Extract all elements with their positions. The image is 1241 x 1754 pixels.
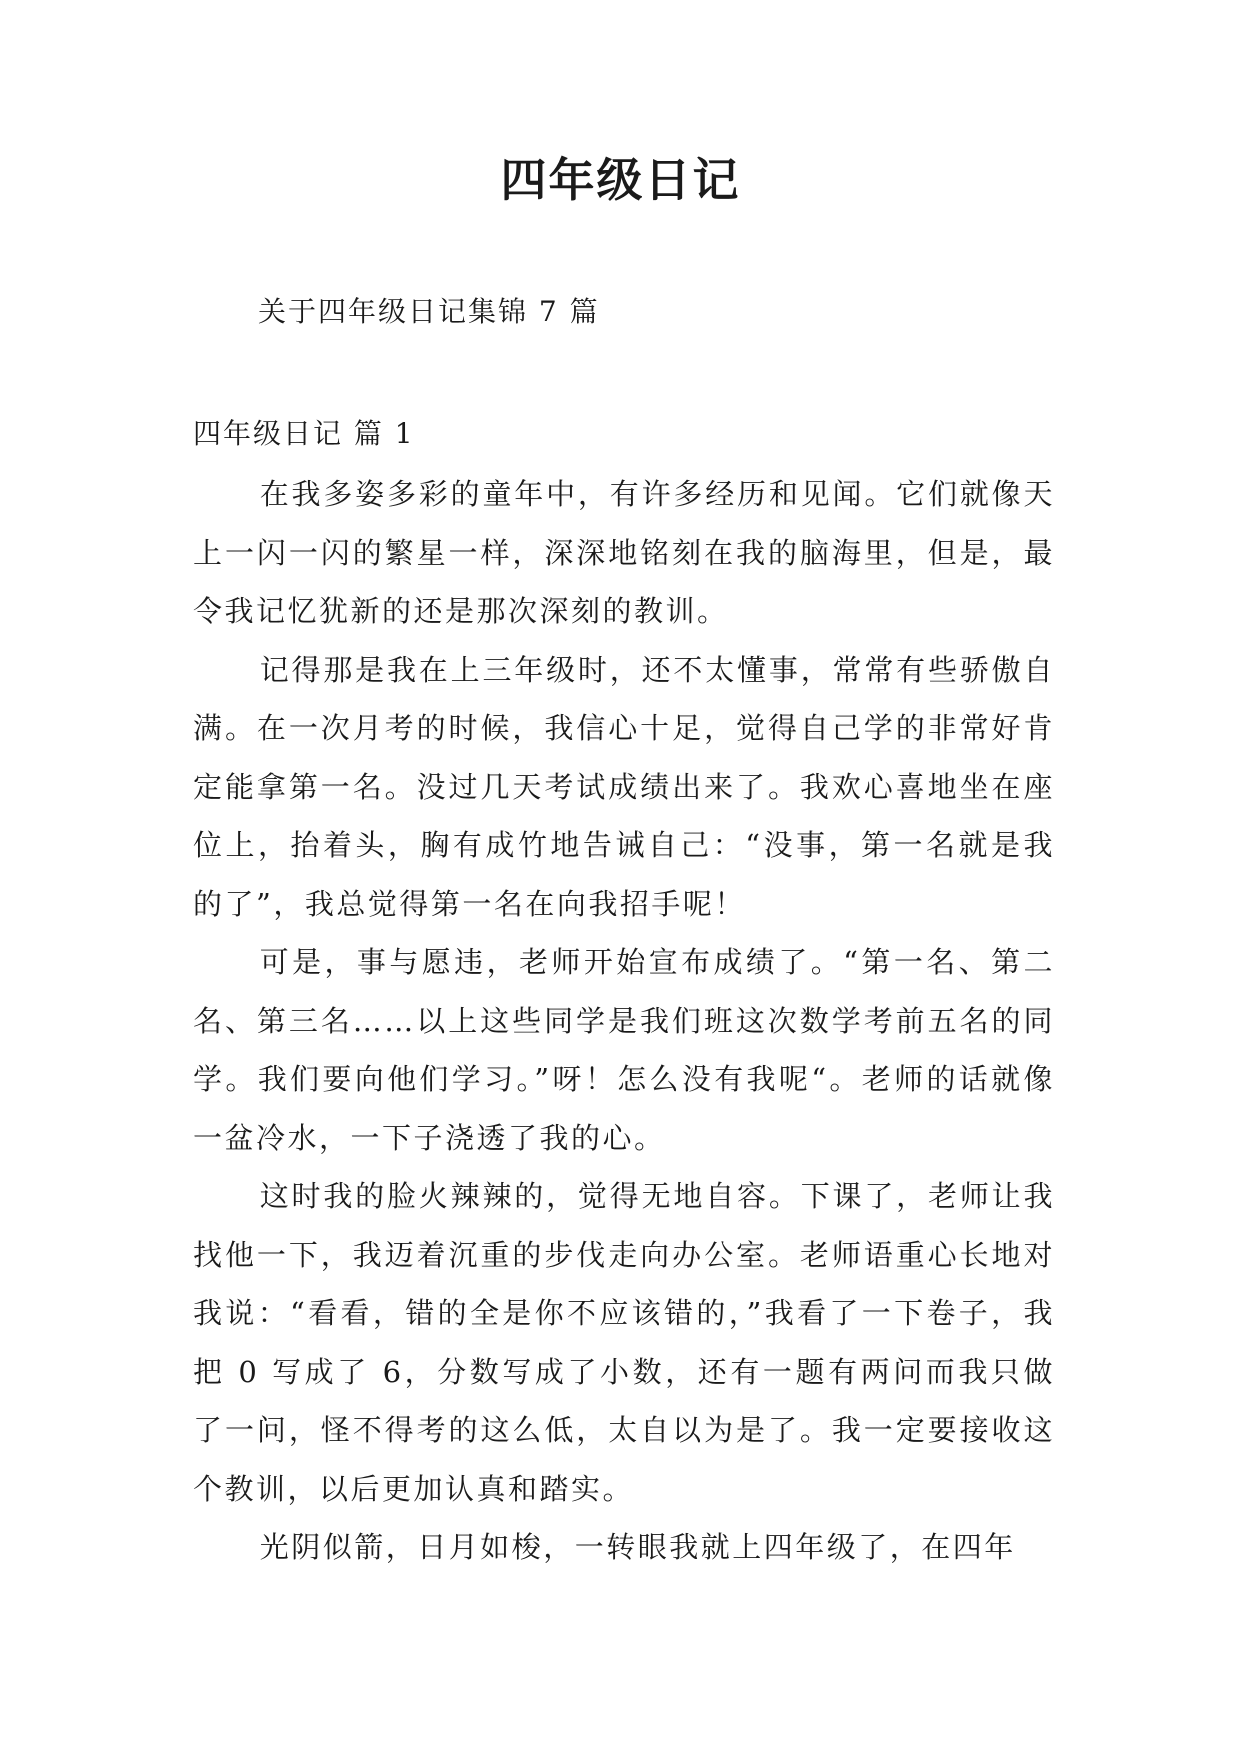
- paragraph: 在我多姿多彩的童年中，有许多经历和见闻。它们就像天上一闪一闪的繁星一样，深深地铭刻在我的脑海里，但是，最令我记忆犹新的还是那次深刻的教训。: [193, 477, 1055, 628]
- paragraph: 光阴似箭，日月如梭，一转眼我就上四年级了，在四年: [259, 1530, 1016, 1564]
- document-body: [193, 465, 1055, 1577]
- paragraph: 这时我的脸火辣辣的，觉得无地自容。下课了，老师让我找他一下，我迈着沉重的步伐走向办公室。老师语重心长地对我说：“看看，错的全是你不应该错的，”我看了一下卷子，我把 0 写成了 6，分数写成了小数，还有一题有两问而我只做了一问，怪不得考的这么低，太自以为是了。我一定要接收这个教训，以后更加认真和踏实。: [193, 1179, 1055, 1506]
- document-title: 四年级日记: [500, 153, 741, 207]
- paragraph: 记得那是我在上三年级时，还不太懂事，常常有些骄傲自满。在一次月考的时候，我信心十足，觉得自己学的非常好肯定能拿第一名。没过几天考试成绩出来了。我欢心喜地坐在座位上，抬着头，胸有成竹地告诫自己：“没事，第一名就是我的了”，我总觉得第一名在向我招手呢！: [193, 652, 1055, 921]
- section-heading: 四年级日记 篇 1: [193, 417, 415, 450]
- document-intro: 关于四年级日记集锦 7 篇: [258, 295, 600, 328]
- paragraph: 可是，事与愿违，老师开始宣布成绩了。“第一名、第二名、第三名……以上这些同学是我们班这次数学考前五名的同学。我们要向他们学习。”呀！怎么没有我呢“。老师的话就像一盆冷水，一下子浇透了我的心。: [193, 945, 1055, 1155]
